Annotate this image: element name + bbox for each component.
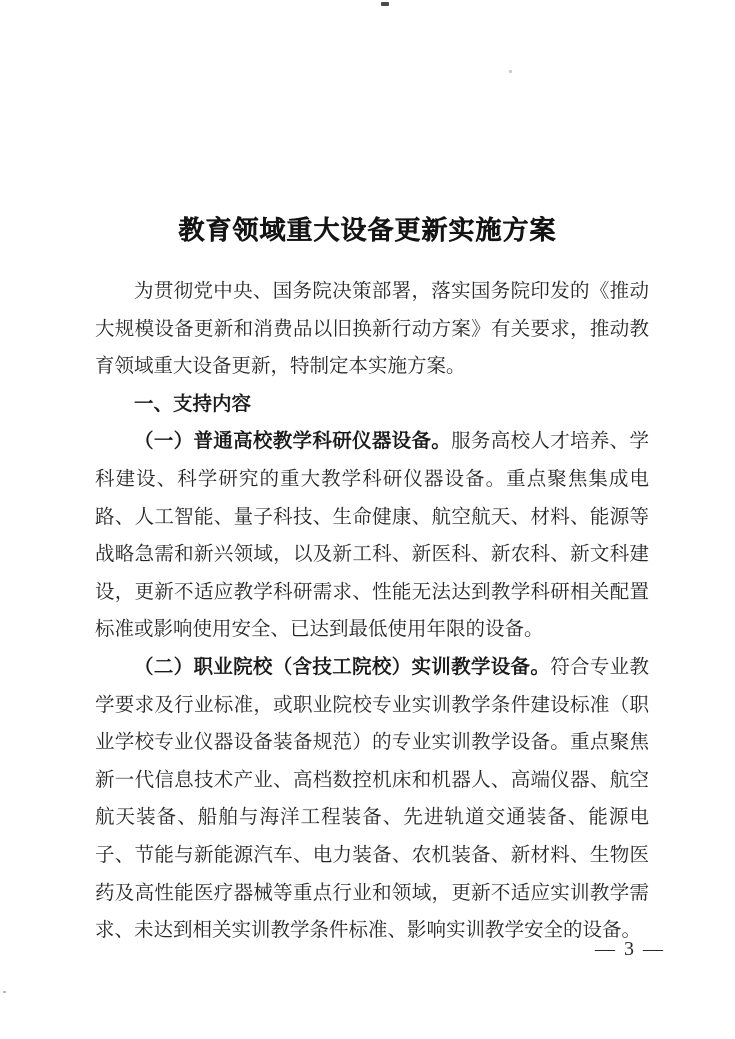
section-heading: 一、支持内容 xyxy=(134,392,252,415)
paragraph: 为贯彻党中央、国务院决策部署，落实国务院印发的《推动大规模设备更新和消费品以旧换新行动方案》有关要求，推动教育领域重大设备更新，特制定本实施方案。 xyxy=(95,281,649,378)
document-body xyxy=(95,273,649,950)
page-number: — 3 — xyxy=(595,938,665,960)
paragraph-lead: （二）职业院校（含技工院校）实训教学设备。 xyxy=(134,655,551,678)
paragraph: （一）普通高校教学科研仪器设备。服务高校人才培养、学科建设、科学研究的重大教学科研仪器设备。重点聚焦集成电路、人工智能、量子科技、生命健康、航空航天、材料、能源等战略急需和新兴领域，以及新工科、新医科、新农科、新文科建设，更新不适应教学科研需求、性能无法达到教学科研相关配置标准或影响使用安全、已达到最低使用年限的设备。 xyxy=(95,430,649,641)
scan-artifact-middle xyxy=(509,70,512,73)
paragraph-lead: （一）普通高校教学科研仪器设备。 xyxy=(134,430,452,453)
scan-artifact-top xyxy=(381,2,389,6)
document-title: 教育领域重大设备更新实施方案 xyxy=(178,216,557,246)
scan-artifact-bottom xyxy=(3,991,6,993)
paragraph: （二）职业院校（含技工院校）实训教学设备。符合专业教学要求及行业标准，或职业院校专业实训教学条件建设标准（职业学校专业仪器设备装备规范）的专业实训教学设备。重点聚焦新一代信息技术产业、高档数控机床和机器人、高端仪器、航空航天装备、船舶与海洋工程装备、先进轨道交通装备、能源电子、节能与新能源汽车、电力装备、农机装备、新材料、生物医药及高性能医疗器械等重点行业和领域，更新不适应实训教学需求、未达到相关实训教学条件标准、影响实训教学安全的设备。 xyxy=(95,655,649,942)
